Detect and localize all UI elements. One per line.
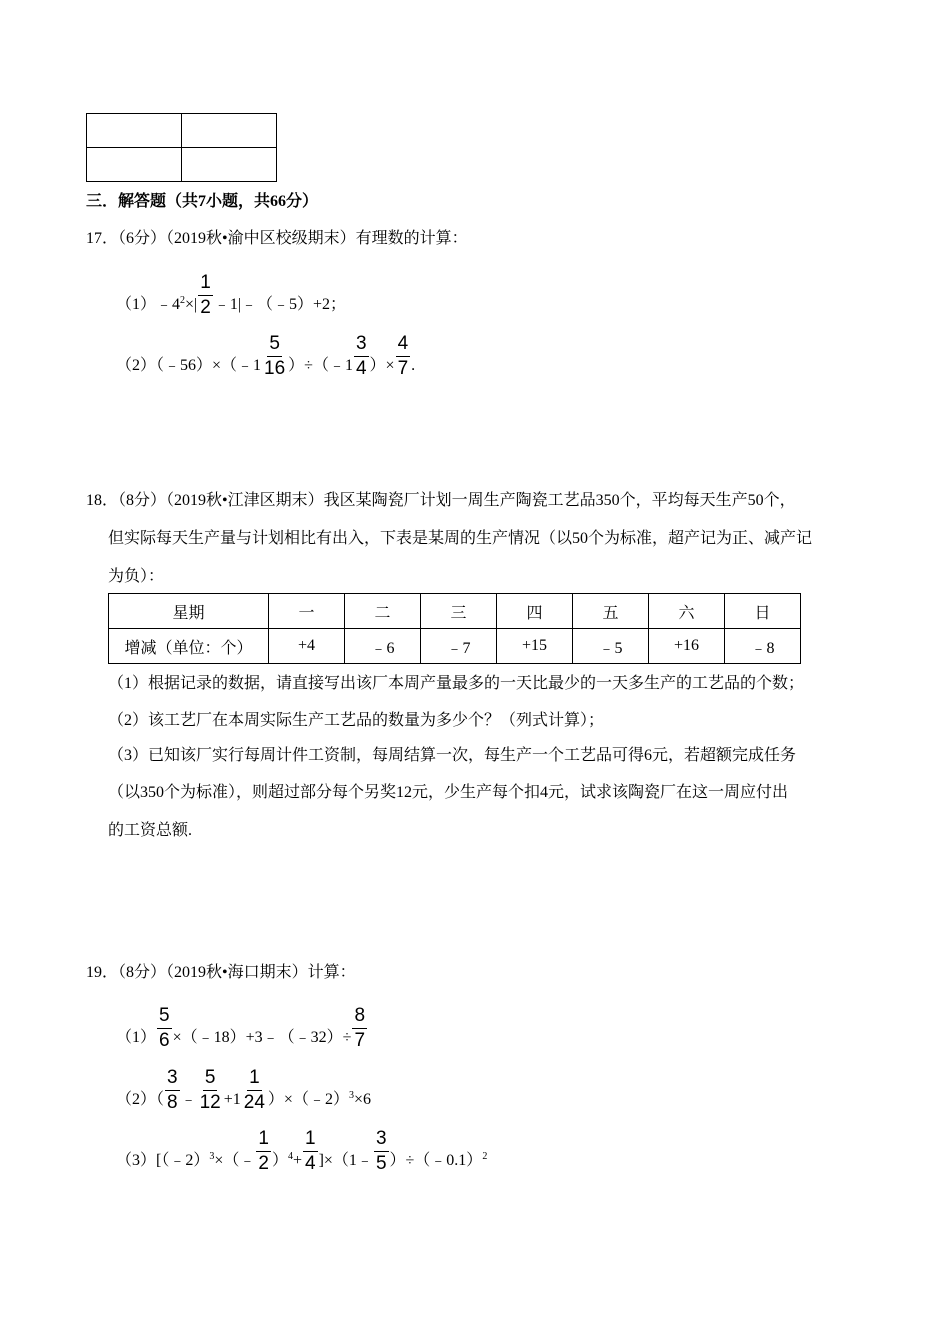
- answer-cell: [182, 148, 277, 182]
- table-row: [109, 629, 801, 664]
- table-cell: ﹣7: [421, 629, 497, 664]
- fraction: $\frac{5}{12}$: [199, 1067, 221, 1113]
- fraction: $\frac{5}{6}$: [159, 1005, 170, 1051]
- production-table: [108, 593, 801, 664]
- fraction: $\frac{8}{7}$: [354, 1005, 366, 1051]
- q17-part1: $(1)﹣4^2\times|$ $\frac{1}{2}$ ﹣1|﹣（﹣5）+2；: [116, 272, 347, 318]
- table-cell: 六: [649, 594, 725, 629]
- q19-part1: （1） $\frac{5}{6}$ ×（﹣18）+3﹣（﹣32）÷ $\frac{8}{7}$: [116, 1005, 366, 1051]
- fraction: $\frac{1}{2}$: [258, 1128, 269, 1174]
- fraction: $\frac{1}{4}$: [305, 1128, 316, 1174]
- table-cell: 三: [421, 594, 497, 629]
- answer-cell: [87, 148, 182, 182]
- fraction: $\frac{5}{16}$: [264, 333, 286, 379]
- table-cell: 二: [345, 594, 421, 629]
- q18-sub3-line3: 的工资总额.: [108, 822, 193, 839]
- table-cell: ﹣6: [345, 629, 421, 664]
- answer-table: [86, 113, 277, 182]
- table-cell: 一: [269, 594, 345, 629]
- fraction: $\frac{3}{8}$: [167, 1067, 178, 1113]
- fraction: $\frac{1}{2}$: [200, 272, 211, 318]
- fraction: $\frac{4}{7}$: [397, 333, 409, 379]
- fraction: $\frac{3}{4}$: [355, 333, 367, 379]
- q18-line3: 为负）：: [108, 568, 165, 585]
- q18-sub3-line1: （3）已知该厂实行每周计件工资制，每周结算一次，每生产一个工艺品可得6元，若超额完成任务: [108, 747, 797, 764]
- table-cell: 日: [725, 594, 801, 629]
- q19-header: 19．（8分）（2019秋•海口期末）计算：: [86, 964, 356, 981]
- table-cell: 增减（单位：个）: [109, 629, 269, 664]
- fraction: $\frac{3}{5}$: [375, 1128, 387, 1174]
- table-cell: +4: [269, 629, 345, 664]
- table-cell: +16: [649, 629, 725, 664]
- table-cell: +15: [497, 629, 573, 664]
- q18-line2: 但实际每天生产量与计划相比有出入，下表是某周的生产情况（以50个为标准，超产记为正、减产记: [108, 530, 813, 547]
- table-cell: 星期: [109, 594, 269, 629]
- section-title: 三．解答题（共7小题，共66分）: [86, 193, 319, 210]
- q17-header: 17．（6分）（2019秋•渝中区校级期末）有理数的计算：: [86, 230, 468, 247]
- q18-sub1: （1）根据记录的数据，请直接写出该厂本周产量最多的一天比最少的一天多生产的工艺品的个数；: [108, 675, 805, 692]
- q17-part2: （2）（﹣56）×（﹣1 $\frac{5}{16}$ ）÷（﹣1 $\frac{3}{4}$ ）× $\frac{4}{7}$ .: [116, 333, 416, 379]
- fraction: $\frac{1}{24}$: [243, 1067, 265, 1113]
- q18-line1: 18．（8分）（2019秋•江津区期末）我区某陶瓷厂计划一周生产陶瓷工艺品350个，平均每天生产50个，: [86, 492, 796, 509]
- table-header-row: [109, 594, 801, 629]
- answer-cell: [182, 114, 277, 148]
- answer-cell: [87, 114, 182, 148]
- table-cell: ﹣8: [725, 629, 801, 664]
- q19-part2: （2）（ $\frac{3}{8}$ ﹣ $\frac{5}{12}$ +1 $\frac{1}{24}$ ）×（﹣2）$^3$×6: [116, 1067, 371, 1113]
- q18-sub3-line2: （以350个为标准），则超过部分每个另奖12元，少生产每个扣4元，试求该陶瓷厂在这一周应付出: [108, 784, 789, 801]
- q18-sub2: （2）该工艺厂在本周实际生产工艺品的数量为多少个？（列式计算）；: [108, 712, 605, 729]
- table-cell: 四: [497, 594, 573, 629]
- q19-part3: （3）[（﹣2）$^3$×（﹣ $\frac{1}{2}$ ）$^4$+ $\frac{1}{4}$ ]×（1﹣ $\frac{3}{5}$ ）÷（﹣0.1）$^2$: [116, 1128, 488, 1174]
- table-cell: ﹣5: [573, 629, 649, 664]
- table-cell: 五: [573, 594, 649, 629]
